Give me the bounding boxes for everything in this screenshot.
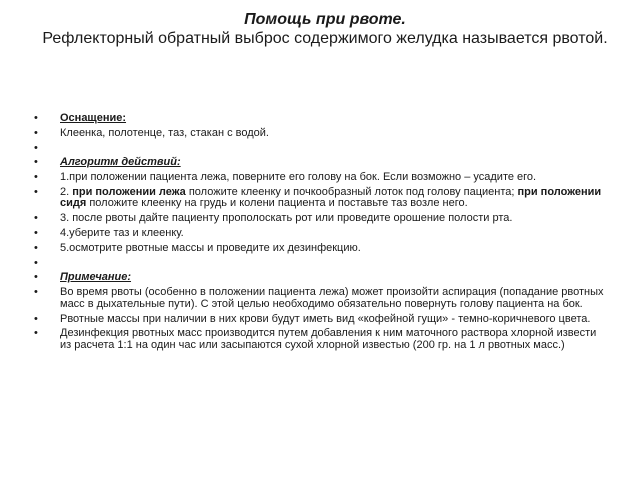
note-2: Рвотные массы при наличии в них крови будут иметь вид «кофейной гущи» - темно-коричневого цвета. — [60, 312, 591, 325]
list-item — [34, 272, 606, 284]
list-item — [34, 328, 606, 351]
step-2 — [60, 186, 601, 210]
note-header: Примечание: — [60, 271, 132, 284]
list-item-empty — [34, 258, 606, 270]
bullet-icon: • — [34, 327, 38, 340]
step-2-lying-label: при положении лежа — [72, 185, 186, 198]
bullet-icon: • — [34, 312, 38, 325]
bullet-icon: • — [34, 156, 38, 169]
list-item — [34, 228, 606, 240]
list-item — [34, 113, 606, 125]
equipment-text: Клеенка, полотенце, таз, стакан с водой. — [60, 126, 269, 139]
list-item-empty — [34, 143, 606, 155]
list-item — [34, 187, 606, 210]
bullet-icon: • — [34, 271, 38, 284]
bullet-icon: • — [34, 256, 38, 269]
list-item — [34, 172, 606, 184]
page-title: Помощь при рвоте. — [244, 11, 406, 28]
bullet-icon: • — [34, 171, 38, 184]
step-3: 3. после рвоты дайте пациенту прополоскать рот или проведите орошение полости рта. — [60, 212, 513, 225]
equipment-header: Оснащение: — [60, 112, 127, 124]
list-item — [34, 287, 606, 310]
bullet-list — [34, 113, 606, 355]
list-item — [34, 243, 606, 255]
step-2-sitting-text: положите клеенку на грудь и колени пациента и поставьте таз возле него. — [86, 197, 468, 210]
list-item — [34, 128, 606, 140]
step-5: 5.осмотрите рвотные массы и проведите их дезинфекцию. — [60, 241, 361, 254]
step-4: 4.уберите таз и клеенку. — [60, 227, 184, 240]
list-item — [34, 314, 606, 326]
step-2-number: 2. — [60, 185, 73, 198]
bullet-icon: • — [34, 241, 38, 254]
bullet-icon: • — [34, 185, 38, 198]
note-3: Дезинфекция рвотных масс производится путем добавления к ним маточного раствора хлорной извести из расчета 1:1 на один час или засыпаются сухой хлорной известью (200 гр. на 1 л рвотных масс.) — [60, 327, 597, 351]
bullet-icon: • — [34, 212, 38, 225]
step-1: 1.при положении пациента лежа, поверните его голову на бок. Если возможно – усадите его. — [60, 171, 537, 184]
algorithm-header: Алгоритм действий: — [60, 156, 181, 169]
note-1: Во время рвоты (особенно в положении пациента лежа) может произойти аспирация (попадание рвотных масс в дыхательные пути). С этой целью необходимо обязательно повернуть голову пациента на бок. — [60, 286, 604, 310]
bullet-icon: • — [34, 227, 38, 240]
page-subtitle: Рефлекторный обратный выброс содержимого желудка называется рвотой. — [42, 30, 608, 47]
title-block — [40, 10, 610, 48]
step-2-lying-text: положите клеенку и почкообразный лоток под голову пациента; — [185, 185, 518, 198]
bullet-icon: • — [34, 141, 38, 154]
bullet-icon: • — [34, 286, 38, 299]
step-2-sitting-label: при положении сидя — [60, 185, 602, 210]
bullet-icon: • — [34, 112, 38, 124]
list-item — [34, 213, 606, 225]
bullet-icon: • — [34, 126, 38, 139]
list-item — [34, 157, 606, 169]
